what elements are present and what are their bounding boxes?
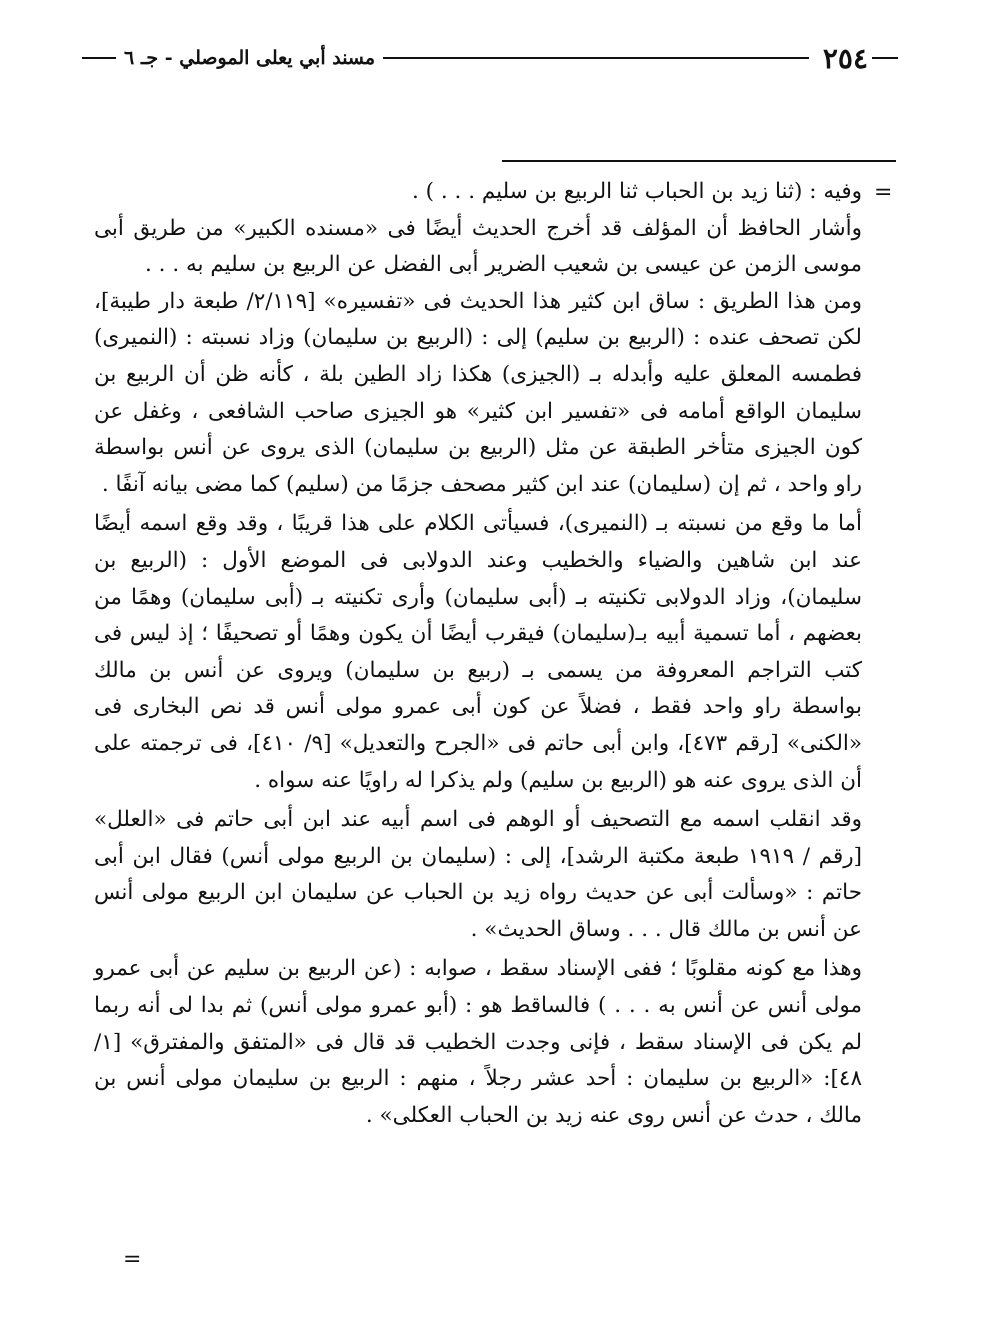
paragraph-2: وأشار الحافظ أن المؤلف قد أخرج الحديث أيضًا فى «مسنده الكبير» من طريق أبى موسى الزمن عن عيسى بن شعيب الضرير أبى الفضل عن الربيع بن سليم به . . . [94, 215, 862, 278]
paragraph-4: أما ما وقع من نسبته بـ (النميرى)، فسيأتى الكلام على هذا قريبًا ، وقد وقع اسمه أيضًا عند ابن شاهين والضياء والخطيب وعند الدولابى فى الموضع الأول : (الربيع بن سليمان)، وزاد الدولابى تكنيته بـ (أبى سليمان) وأرى تكنيته بـ (أبى سليمان) وهمًا من بعضهم ، أما تسمية أبيه بـ(سليمان) فيقرب أيضًا أن يكون وهمًا أو تصحيفًا ؛ إذ ليس فى كتب التراجم المعروفة من يسمى بـ (ربيع بن سليمان) ويروى عن أنس بن مالك بواسطة راو واحد فقط ، فضلاً عن كون أبى عمرو مولى أنس قد نص البخارى فى «الكنى» [رقم ٤٧٣]، وابن أبى حاتم فى «الجرح والتعديل» [٩/ ٤١٠]، فى ترجمته على أن الذى يروى عنه هو (الربيع بن سليم) ولم يذكرا له راويًا عنه سواه . [94, 511, 863, 793]
paragraph-6: وهذا مع كونه مقلوبًا ؛ ففى الإسناد سقط ، صوابه : (عن الربيع بن سليم عن أبى عمرو مولى أنس عن أنس به . . . ) فالساقط هو : (أبو عمرو مولى أنس) ثم بدا لى أنه ربما لم يكن فى الإسناد سقط ، فإنى وجدت الخطيب قد قال فى «المتفق والمفترق» [١/ ٤٨]: «الربيع بن سليمان : أحد عشر رجلاً ، منهم : الربيع بن سليمان مولى أنس بن مالك ، حدث عن أنس روى عنه زيد بن الحباب العكلى» . [94, 956, 862, 1128]
header-rule [383, 57, 809, 59]
footnote-body [94, 174, 862, 1134]
continuation-mark-bottom: = [123, 1247, 142, 1272]
continuation-mark-top: = [874, 180, 893, 205]
paragraph-3: ومن هذا الطريق : ساق ابن كثير هذا الحديث فى «تفسيره» [٢/١١٩/ طبعة دار طيبة]، لكن تصحف عنده : (الربيع بن سليم) إلى : (الربيع بن سليمان) وزاد نسبته : (النميرى) فطمسه المعلق عليه وأبدله بـ (الجيزى) هكذا زاد الطين بلة ، كأنه ظن أن الربيع بن سليمان الواقع أمامه فى «تفسير ابن كثير» هو الجيزى صاحب الشافعى ، وغفل عن كون الجيزى متأخر الطبقة عن مثل (الربيع بن سليمان) الذى يروى عن أنس بواسطة راو واحد ، ثم إن (سليمان) عند ابن كثير مصحف جزمًا من (سليم) كما مضى بيانه آنفًا . [94, 288, 862, 497]
header-dash-left [82, 57, 116, 59]
running-header [82, 40, 898, 76]
paragraph-1: وفيه : (ثنا زيد بن الحباب ثنا الربيع بن سليم . . . ) . [411, 179, 862, 204]
footnote-separator [502, 160, 896, 162]
paragraph-5: وقد انقلب اسمه مع التصحيف أو الوهم فى اسم أبيه عند ابن أبى حاتم فى «العلل» [رقم / ١٩١٩ طبعة مكتبة الرشد]، إلى : (سليمان بن الربيع مولى أنس) فقال ابن أبى حاتم : «وسألت أبى عن حديث رواه زيد بن الحباب عن سليمان ابن الربيع مولى أنس عن أنس بن مالك قال . . . وساق الحديث» . [94, 807, 862, 942]
running-title: مسند أبي يعلى الموصلي - جـ ٦ [124, 47, 376, 69]
page-number: ٢٥٤ [822, 41, 868, 75]
header-dash-right [872, 57, 898, 59]
